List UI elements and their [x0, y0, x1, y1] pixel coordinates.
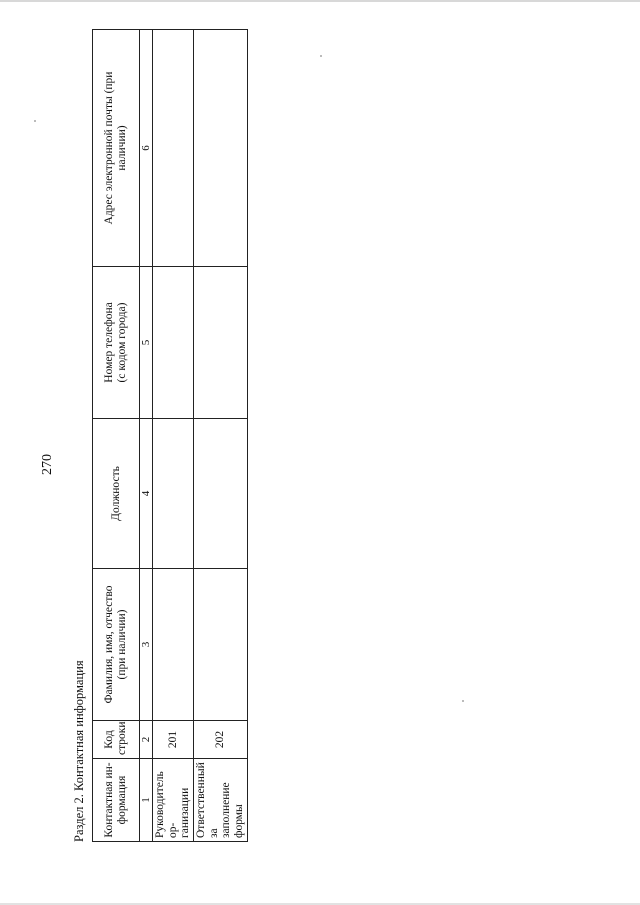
phone-cell	[194, 267, 248, 419]
row-label	[194, 759, 248, 842]
section-title: Раздел 2. Контактная информация	[72, 660, 86, 842]
header-line-code: Код строки	[103, 721, 128, 755]
column-number-row	[140, 30, 153, 842]
header-cell	[93, 419, 140, 569]
row-code: 202	[194, 721, 248, 759]
column-number: 5	[140, 267, 153, 419]
column-number: 6	[140, 30, 153, 267]
table-row	[153, 30, 194, 842]
header-email: Адрес электронной почты (при наличии)	[103, 71, 128, 225]
column-number: 3	[140, 569, 153, 721]
column-number: 4	[140, 419, 153, 569]
header-full-name: Фамилия, имя, отчество (при наличии)	[103, 585, 128, 704]
row-label	[153, 759, 194, 842]
header-phone: Номер телефона (с кодом города)	[103, 302, 128, 383]
position-cell	[194, 419, 248, 569]
table-header-row	[93, 30, 140, 842]
header-cell	[93, 30, 140, 267]
row-label-text: Руководитель ор- ганизации	[154, 771, 192, 838]
email-cell	[153, 30, 194, 267]
header-cell	[93, 759, 140, 842]
row-code: 201	[153, 721, 194, 759]
full-name-cell	[194, 569, 248, 721]
header-cell	[93, 721, 140, 759]
header-cell	[93, 267, 140, 419]
header-contact-info: Контактная ин- формация	[103, 762, 128, 838]
header-cell	[93, 569, 140, 721]
table-row	[194, 30, 248, 842]
phone-cell	[153, 267, 194, 419]
column-number: 1	[140, 759, 153, 842]
page-number: 270	[40, 454, 55, 475]
header-position: Должность	[109, 466, 122, 521]
row-label-text: Ответственный за заполнение формы	[195, 762, 245, 838]
position-cell	[153, 419, 194, 569]
full-name-cell	[153, 569, 194, 721]
contact-info-table	[92, 29, 248, 842]
column-number: 2	[140, 721, 153, 759]
email-cell	[194, 30, 248, 267]
